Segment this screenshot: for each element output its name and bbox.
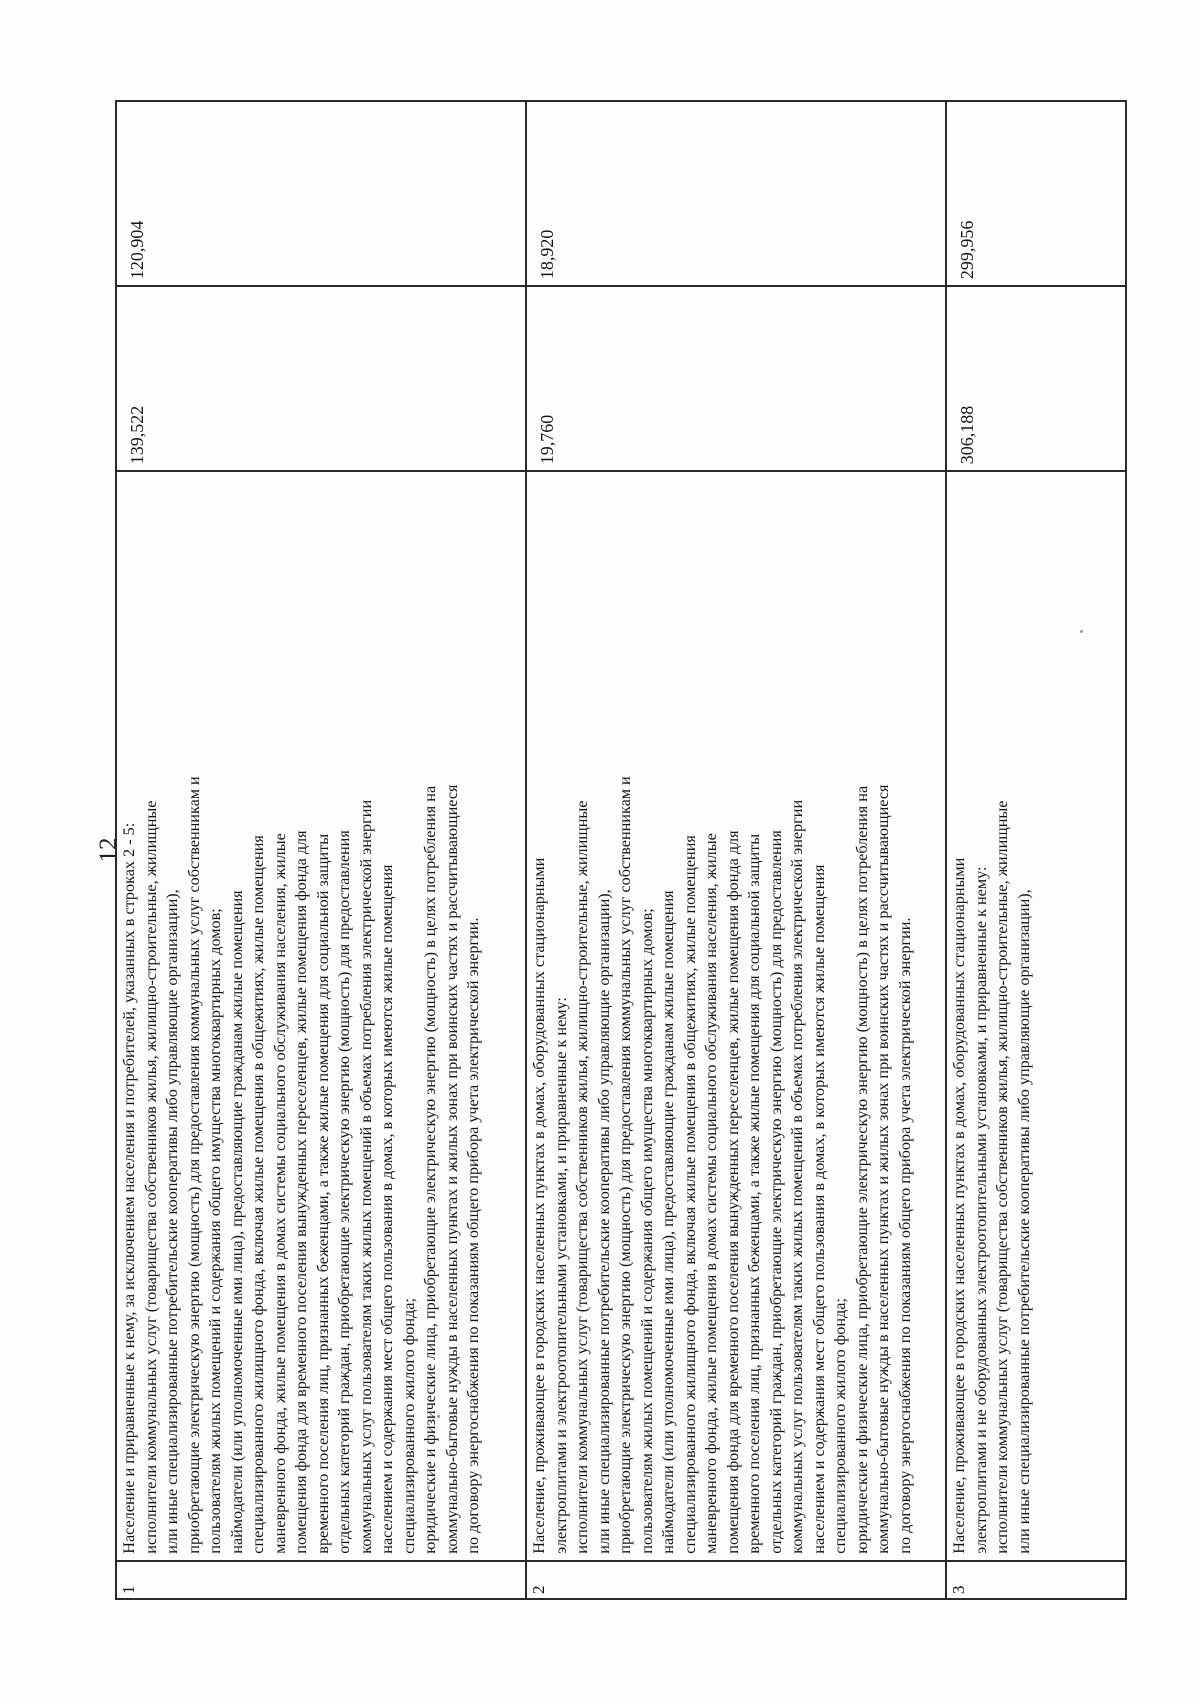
tariff-value-2: 120,904 <box>116 101 526 286</box>
rotated-sheet <box>95 100 1100 1600</box>
table-row <box>946 101 1126 1599</box>
description-line: электроплитами и электроотопительными установками, и приравненные к нему: <box>551 997 570 1554</box>
table-row <box>526 101 946 1599</box>
consumer-description <box>116 471 526 1560</box>
description-line: помещения фонда для временного поселения вынужденных переселенцев, жилые помещения фонда для <box>723 830 742 1554</box>
description-line: коммунальных услуг пользователям таких жилых помещений в объемах потребления электрической энергии <box>788 799 806 1554</box>
description-line: наймодатели (или уполномоченные ими лица), предоставляющие гражданам жилые помещения <box>659 890 677 1554</box>
description-line: коммунально-бытовые нужды в населенных пунктах и жилых зонах при воинских частях и рассчитывающиеся <box>442 784 461 1554</box>
description-line: по договору энергоснабжения по показаниям общего прибора учета электрической энергии. <box>895 917 914 1554</box>
table-row <box>116 101 526 1599</box>
description-line: или иные специализированные потребительские кооперативы либо управляющие организации), <box>163 889 181 1554</box>
description-line: Население, проживающее в городских населенных пунктах в домах, оборудованных стационарными <box>950 857 968 1554</box>
tariff-table <box>115 100 1127 1600</box>
description-line: маневренного фонда, жилые помещения в домах системы социального обслуживания населения, жилые <box>702 833 720 1554</box>
description-line: или иные специализированные потребительские кооперативы либо управляющие организации), <box>1014 889 1033 1554</box>
description-line: исполнители коммунальных услуг (товарищества собственников жилья, жилищно-строительные, жилищные <box>573 800 591 1554</box>
tariff-value-1: 306,188 <box>946 286 1126 471</box>
description-line: юридические и физические лица, приобретающие электрическую энергию (мощность) в целях потребления на <box>421 785 439 1554</box>
description-line: населением и содержания мест общего пользования в домах, в которых имеются жилые помещения <box>378 864 396 1554</box>
tariff-value-2: 18,920 <box>526 101 946 286</box>
description-line: временного поселения лиц, признанных беженцами, а также жилые помещения для социальной защиты <box>313 833 332 1554</box>
tariff-value-2: 299,956 <box>946 101 1126 286</box>
description-line: специализированного жилого фонда; <box>399 1298 418 1554</box>
consumer-description <box>946 471 1126 1560</box>
description-line: приобретающие электрическую энергию (мощность) для предоставления коммунальных услуг собственникам и <box>184 776 203 1554</box>
row-number: 2 <box>526 1561 946 1599</box>
description-line: временного поселения лиц, признанных беженцами, а также жилые помещения для социальной защиты <box>745 833 763 1554</box>
description-line: маневренного фонда, жилые помещения в домах системы социального обслуживания населения, жилые <box>270 833 289 1554</box>
consumer-description <box>526 471 946 1560</box>
description-line: приобретающие электрическую энергию (мощность) для предоставления коммунальных услуг собственникам и <box>616 776 634 1554</box>
description-line: юридические и физические лица, приобретающие электрическую энергию (мощность) в целях потребления на <box>852 785 871 1554</box>
description-line: наймодатели (или уполномоченные ими лица), предоставляющие гражданам жилые помещения <box>227 890 246 1554</box>
description-line: исполнители коммунальных услуг (товарищества собственников жилья, жилищно-строительные, жилищные <box>141 800 160 1554</box>
description-line: Население, проживающее в городских населенных пунктах в домах, оборудованных стационарными <box>530 857 548 1554</box>
description-line: специализированного жилищного фонда, включая жилые помещения в общежитиях, жилые помещения <box>249 835 267 1554</box>
page-number: 12 <box>95 837 122 863</box>
description-line: населением и содержания мест общего пользования в домах, в которых имеются жилые помещения <box>809 864 828 1554</box>
description-line: коммунально-бытовые нужды в населенных пунктах и жилых зонах при воинских частях и рассчитывающиеся <box>874 784 892 1554</box>
description-line: специализированного жилищного фонда, включая жилые помещения в общежитиях, жилые помещения <box>680 835 699 1554</box>
description-line: пользователям жилых помещений и содержания общего имущества многоквартирных домов; <box>206 908 224 1554</box>
row-number: 1 <box>116 1561 526 1599</box>
description-line: электроплитами и не оборудованных электроотопительными установками, и приравненные к нему: <box>971 866 990 1554</box>
description-line: отдельных категорий граждан, приобретающие электрическую энергию (мощность) для предоставления <box>766 830 785 1554</box>
description-line: специализированного жилого фонда; <box>831 1298 849 1554</box>
row-number: 3 <box>946 1561 1126 1599</box>
description-line: помещения фонда для временного поселения вынужденных переселенцев, жилые помещения фонда для <box>292 830 310 1554</box>
description-line: или иные специализированные потребительские кооперативы либо управляющие организации), <box>594 889 613 1554</box>
tariff-value-1: 19,760 <box>526 286 946 471</box>
description-line: пользователям жилых помещений и содержания общего имущества многоквартирных домов; <box>637 908 656 1554</box>
tariff-value-1: 139,522 <box>116 286 526 471</box>
description-line: отдельных категорий граждан, приобретающие электрическую энергию (мощность) для предоставления <box>335 830 353 1554</box>
description-line: коммунальных услуг пользователям таких жилых помещений в объемах потребления электрической энергии <box>356 799 375 1554</box>
description-line: по договору энергоснабжения по показаниям общего прибора учета электрической энергии. <box>464 917 482 1554</box>
description-line: исполнители коммунальных услуг (товарищества собственников жилья, жилищно-строительные, жилищные <box>993 800 1011 1554</box>
description-line: Население и приравненные к нему, за исключением населения и потребителей, указанных в строках 2 - 5: <box>120 822 138 1554</box>
